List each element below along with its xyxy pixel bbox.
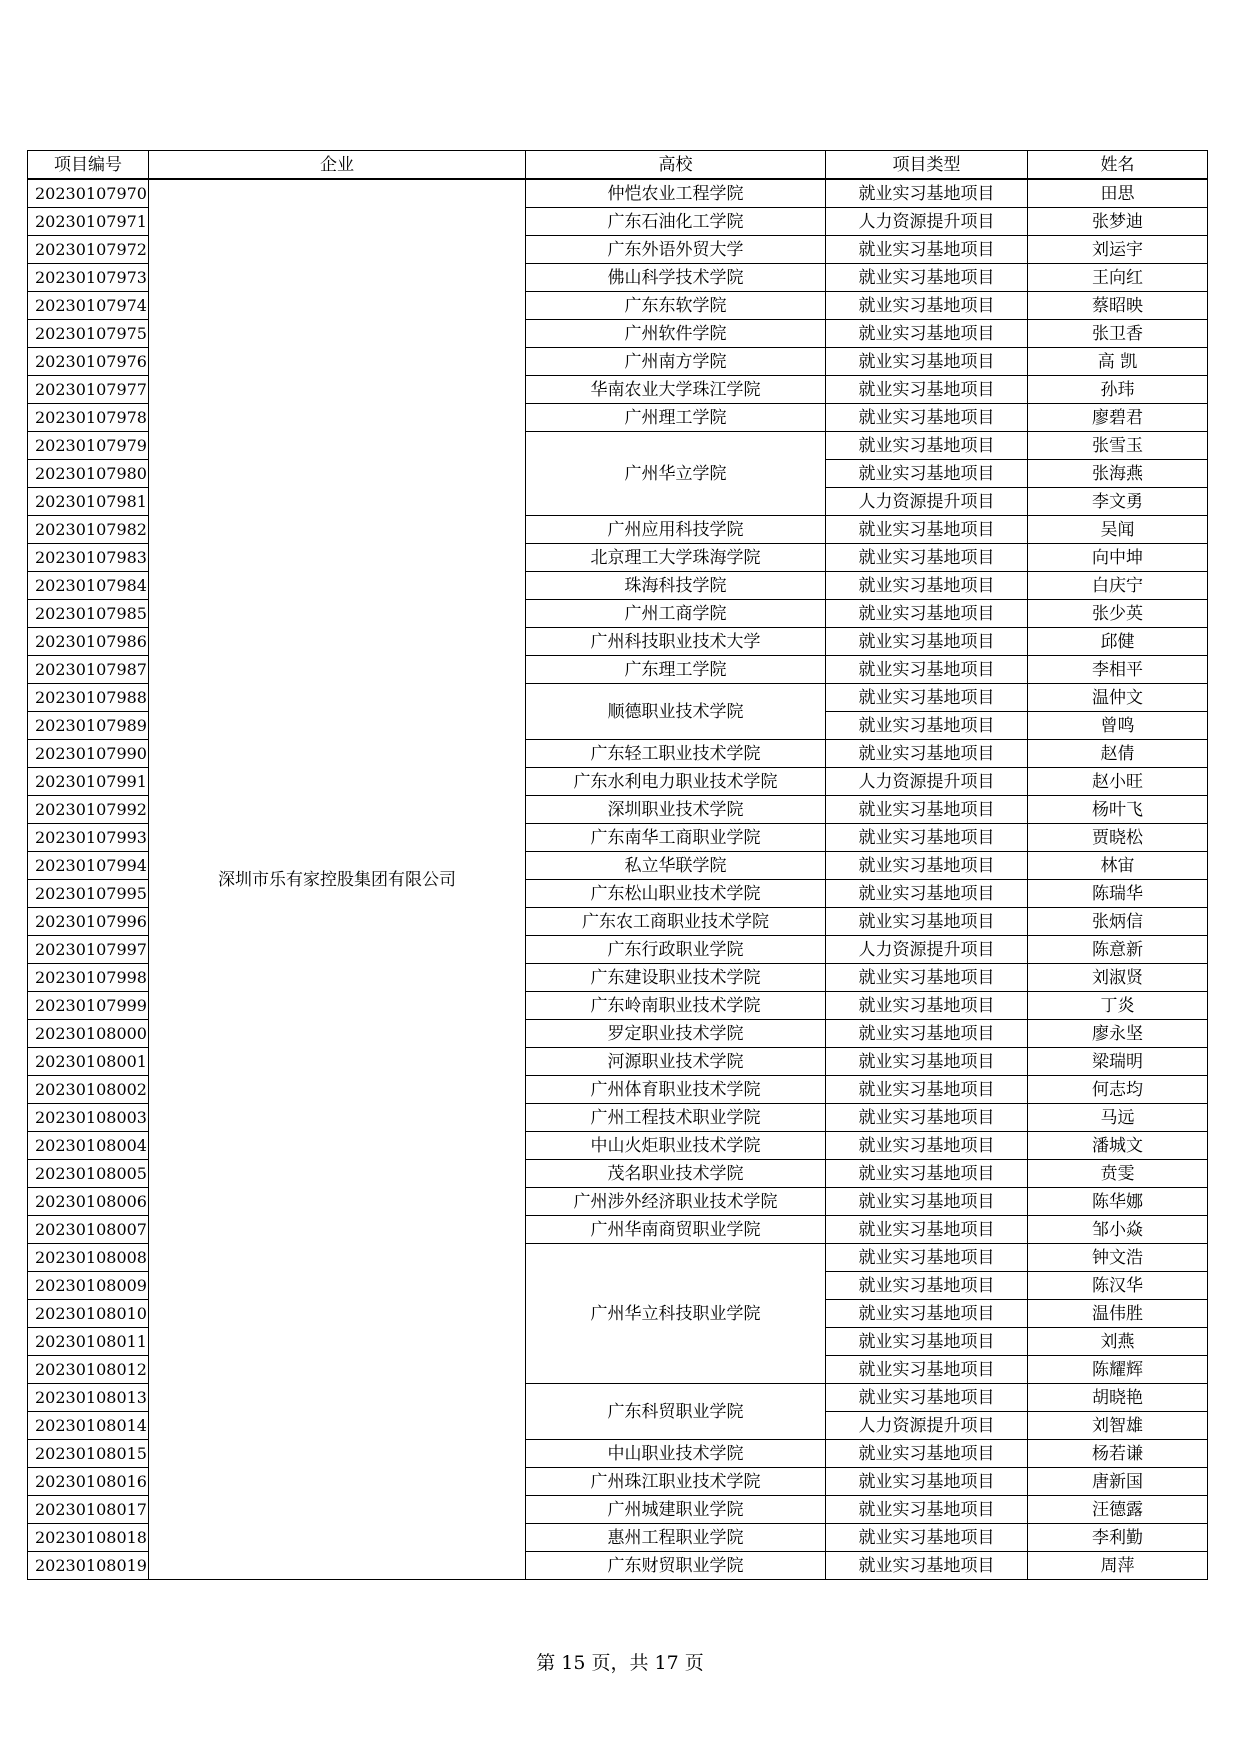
person-name-cell: 廖永坚	[1028, 1020, 1208, 1048]
project-type-cell: 就业实习基地项目	[826, 264, 1028, 292]
person-name-cell: 吴闻	[1028, 516, 1208, 544]
project-type-cell: 就业实习基地项目	[826, 460, 1028, 488]
project-type-cell: 就业实习基地项目	[826, 1244, 1028, 1272]
project-type-cell: 就业实习基地项目	[826, 404, 1028, 432]
project-code-cell: 20230108015	[28, 1440, 149, 1468]
project-type-cell: 就业实习基地项目	[826, 1272, 1028, 1300]
school-cell: 广州城建职业学院	[526, 1496, 826, 1524]
project-code-cell: 20230108014	[28, 1412, 149, 1440]
project-code-cell: 20230107999	[28, 992, 149, 1020]
person-name-cell: 蔡昭映	[1028, 292, 1208, 320]
person-name-cell: 丁炎	[1028, 992, 1208, 1020]
school-cell: 广东理工学院	[526, 656, 826, 684]
person-name-cell: 向中坤	[1028, 544, 1208, 572]
project-type-cell: 就业实习基地项目	[826, 796, 1028, 824]
table-row	[28, 179, 1208, 208]
project-type-cell: 就业实习基地项目	[826, 1048, 1028, 1076]
project-type-cell: 人力资源提升项目	[826, 936, 1028, 964]
school-cell: 广东财贸职业学院	[526, 1552, 826, 1580]
school-cell: 佛山科学技术学院	[526, 264, 826, 292]
school-cell: 广东农工商职业技术学院	[526, 908, 826, 936]
person-name-cell: 张海燕	[1028, 460, 1208, 488]
project-type-cell: 就业实习基地项目	[826, 908, 1028, 936]
project-type-cell: 就业实习基地项目	[826, 1440, 1028, 1468]
school-cell: 华南农业大学珠江学院	[526, 376, 826, 404]
person-name-cell: 马远	[1028, 1104, 1208, 1132]
school-cell: 广州华立学院	[526, 432, 826, 516]
person-name-cell: 李相平	[1028, 656, 1208, 684]
project-type-cell: 就业实习基地项目	[826, 600, 1028, 628]
school-cell: 河源职业技术学院	[526, 1048, 826, 1076]
project-type-cell: 就业实习基地项目	[826, 1496, 1028, 1524]
school-cell: 私立华联学院	[526, 852, 826, 880]
person-name-cell: 钟文浩	[1028, 1244, 1208, 1272]
person-name-cell: 潘城文	[1028, 1132, 1208, 1160]
project-type-cell: 就业实习基地项目	[826, 1300, 1028, 1328]
school-cell: 广州工商学院	[526, 600, 826, 628]
project-type-cell: 就业实习基地项目	[826, 712, 1028, 740]
school-cell: 广东外语外贸大学	[526, 236, 826, 264]
project-type-cell: 就业实习基地项目	[826, 1356, 1028, 1384]
project-code-cell: 20230107984	[28, 572, 149, 600]
school-cell: 广州华南商贸职业学院	[526, 1216, 826, 1244]
project-code-cell: 20230107991	[28, 768, 149, 796]
person-name-cell: 曾鸣	[1028, 712, 1208, 740]
project-code-cell: 20230107997	[28, 936, 149, 964]
person-name-cell: 王向红	[1028, 264, 1208, 292]
project-code-cell: 20230108005	[28, 1160, 149, 1188]
person-name-cell: 林宙	[1028, 852, 1208, 880]
project-type-cell: 就业实习基地项目	[826, 1132, 1028, 1160]
project-type-cell: 就业实习基地项目	[826, 1328, 1028, 1356]
project-type-cell: 就业实习基地项目	[826, 179, 1028, 208]
project-type-cell: 就业实习基地项目	[826, 376, 1028, 404]
person-name-cell: 陈意新	[1028, 936, 1208, 964]
project-type-cell: 就业实习基地项目	[826, 432, 1028, 460]
school-cell: 惠州工程职业学院	[526, 1524, 826, 1552]
project-code-cell: 20230107990	[28, 740, 149, 768]
school-cell: 广州应用科技学院	[526, 516, 826, 544]
person-name-cell: 刘智雄	[1028, 1412, 1208, 1440]
company-cell: 深圳市乐有家控股集团有限公司	[149, 179, 526, 1580]
school-cell: 茂名职业技术学院	[526, 1160, 826, 1188]
project-code-cell: 20230107983	[28, 544, 149, 572]
project-code-cell: 20230108009	[28, 1272, 149, 1300]
school-cell: 广东东软学院	[526, 292, 826, 320]
school-cell: 深圳职业技术学院	[526, 796, 826, 824]
project-type-cell: 就业实习基地项目	[826, 964, 1028, 992]
project-code-cell: 20230107976	[28, 348, 149, 376]
project-type-cell: 就业实习基地项目	[826, 516, 1028, 544]
project-code-cell: 20230107985	[28, 600, 149, 628]
project-code-cell: 20230107992	[28, 796, 149, 824]
person-name-cell: 陈华娜	[1028, 1188, 1208, 1216]
project-type-cell: 就业实习基地项目	[826, 740, 1028, 768]
school-cell: 仲恺农业工程学院	[526, 179, 826, 208]
project-type-cell: 就业实习基地项目	[826, 852, 1028, 880]
project-code-cell: 20230108002	[28, 1076, 149, 1104]
header-name: 姓名	[1028, 151, 1208, 180]
person-name-cell: 廖碧君	[1028, 404, 1208, 432]
project-code-cell: 20230107982	[28, 516, 149, 544]
project-type-cell: 就业实习基地项目	[826, 824, 1028, 852]
project-type-cell: 就业实习基地项目	[826, 1552, 1028, 1580]
header-row	[28, 151, 1208, 180]
school-cell: 广东轻工职业技术学院	[526, 740, 826, 768]
project-code-cell: 20230107974	[28, 292, 149, 320]
person-name-cell: 贲雯	[1028, 1160, 1208, 1188]
person-name-cell: 周萍	[1028, 1552, 1208, 1580]
person-name-cell: 赵小旺	[1028, 768, 1208, 796]
school-cell: 广州南方学院	[526, 348, 826, 376]
school-cell: 广州珠江职业技术学院	[526, 1468, 826, 1496]
page-footer: 第 15 页，共 17 页	[536, 1652, 704, 1674]
project-type-cell: 就业实习基地项目	[826, 992, 1028, 1020]
project-code-cell: 20230108003	[28, 1104, 149, 1132]
school-cell: 罗定职业技术学院	[526, 1020, 826, 1048]
person-name-cell: 田思	[1028, 179, 1208, 208]
person-name-cell: 邹小焱	[1028, 1216, 1208, 1244]
person-name-cell: 温伟胜	[1028, 1300, 1208, 1328]
project-code-cell: 20230107972	[28, 236, 149, 264]
school-cell: 广州软件学院	[526, 320, 826, 348]
project-code-cell: 20230108008	[28, 1244, 149, 1272]
project-type-cell: 就业实习基地项目	[826, 1188, 1028, 1216]
project-type-cell: 人力资源提升项目	[826, 208, 1028, 236]
project-code-cell: 20230107993	[28, 824, 149, 852]
person-name-cell: 李利勤	[1028, 1524, 1208, 1552]
table-body	[28, 179, 1208, 1580]
project-code-cell: 20230107973	[28, 264, 149, 292]
person-name-cell: 陈耀辉	[1028, 1356, 1208, 1384]
school-cell: 广州科技职业技术大学	[526, 628, 826, 656]
project-type-cell: 就业实习基地项目	[826, 236, 1028, 264]
project-table	[27, 150, 1208, 1580]
person-name-cell: 张炳信	[1028, 908, 1208, 936]
person-name-cell: 梁瑞明	[1028, 1048, 1208, 1076]
person-name-cell: 温仲文	[1028, 684, 1208, 712]
person-name-cell: 张梦迪	[1028, 208, 1208, 236]
person-name-cell: 胡晓艳	[1028, 1384, 1208, 1412]
school-cell: 广东石油化工学院	[526, 208, 826, 236]
header-school: 高校	[526, 151, 826, 180]
school-cell: 广东水利电力职业技术学院	[526, 768, 826, 796]
school-cell: 广州理工学院	[526, 404, 826, 432]
project-type-cell: 就业实习基地项目	[826, 1524, 1028, 1552]
school-cell: 广东科贸职业学院	[526, 1384, 826, 1440]
project-type-cell: 就业实习基地项目	[826, 348, 1028, 376]
header-project-code: 项目编号	[28, 151, 149, 180]
project-code-cell: 20230108000	[28, 1020, 149, 1048]
project-code-cell: 20230107988	[28, 684, 149, 712]
school-cell: 广州涉外经济职业技术学院	[526, 1188, 826, 1216]
project-code-cell: 20230108010	[28, 1300, 149, 1328]
project-code-cell: 20230107987	[28, 656, 149, 684]
project-code-cell: 20230107989	[28, 712, 149, 740]
school-cell: 顺德职业技术学院	[526, 684, 826, 740]
project-type-cell: 人力资源提升项目	[826, 768, 1028, 796]
project-type-cell: 就业实习基地项目	[826, 656, 1028, 684]
project-type-cell: 人力资源提升项目	[826, 1412, 1028, 1440]
project-type-cell: 就业实习基地项目	[826, 628, 1028, 656]
project-code-cell: 20230107970	[28, 179, 149, 208]
project-code-cell: 20230107978	[28, 404, 149, 432]
person-name-cell: 何志均	[1028, 1076, 1208, 1104]
project-code-cell: 20230108013	[28, 1384, 149, 1412]
project-code-cell: 20230108011	[28, 1328, 149, 1356]
person-name-cell: 汪德露	[1028, 1496, 1208, 1524]
project-code-cell: 20230107979	[28, 432, 149, 460]
project-code-cell: 20230107995	[28, 880, 149, 908]
project-type-cell: 就业实习基地项目	[826, 1468, 1028, 1496]
header-project-type: 项目类型	[826, 151, 1028, 180]
project-code-cell: 20230108007	[28, 1216, 149, 1244]
person-name-cell: 刘运宇	[1028, 236, 1208, 264]
project-code-cell: 20230107996	[28, 908, 149, 936]
project-code-cell: 20230107986	[28, 628, 149, 656]
project-type-cell: 就业实习基地项目	[826, 544, 1028, 572]
project-code-cell: 20230108006	[28, 1188, 149, 1216]
school-cell: 广东建设职业技术学院	[526, 964, 826, 992]
project-code-cell: 20230108018	[28, 1524, 149, 1552]
project-code-cell: 20230108012	[28, 1356, 149, 1384]
project-type-cell: 就业实习基地项目	[826, 1384, 1028, 1412]
school-cell: 广东松山职业技术学院	[526, 880, 826, 908]
project-code-cell: 20230107980	[28, 460, 149, 488]
school-cell: 广东岭南职业技术学院	[526, 992, 826, 1020]
school-cell: 广州华立科技职业学院	[526, 1244, 826, 1384]
project-code-cell: 20230108016	[28, 1468, 149, 1496]
project-code-cell: 20230108001	[28, 1048, 149, 1076]
person-name-cell: 刘淑贤	[1028, 964, 1208, 992]
school-cell: 中山职业技术学院	[526, 1440, 826, 1468]
school-cell: 广州工程技术职业学院	[526, 1104, 826, 1132]
person-name-cell: 邱健	[1028, 628, 1208, 656]
project-type-cell: 就业实习基地项目	[826, 1020, 1028, 1048]
project-type-cell: 就业实习基地项目	[826, 320, 1028, 348]
person-name-cell: 杨叶飞	[1028, 796, 1208, 824]
person-name-cell: 刘燕	[1028, 1328, 1208, 1356]
person-name-cell: 唐新国	[1028, 1468, 1208, 1496]
project-code-cell: 20230107975	[28, 320, 149, 348]
school-cell: 珠海科技学院	[526, 572, 826, 600]
project-type-cell: 就业实习基地项目	[826, 572, 1028, 600]
header-company: 企业	[149, 151, 526, 180]
person-name-cell: 贾晓松	[1028, 824, 1208, 852]
person-name-cell: 张雪玉	[1028, 432, 1208, 460]
project-type-cell: 就业实习基地项目	[826, 880, 1028, 908]
project-code-cell: 20230107994	[28, 852, 149, 880]
person-name-cell: 陈瑞华	[1028, 880, 1208, 908]
project-code-cell: 20230108019	[28, 1552, 149, 1580]
person-name-cell: 陈汉华	[1028, 1272, 1208, 1300]
project-type-cell: 就业实习基地项目	[826, 1216, 1028, 1244]
person-name-cell: 李文勇	[1028, 488, 1208, 516]
project-type-cell: 就业实习基地项目	[826, 292, 1028, 320]
person-name-cell: 高 凯	[1028, 348, 1208, 376]
project-type-cell: 人力资源提升项目	[826, 488, 1028, 516]
school-cell: 中山火炬职业技术学院	[526, 1132, 826, 1160]
person-name-cell: 杨若谦	[1028, 1440, 1208, 1468]
project-code-cell: 20230107977	[28, 376, 149, 404]
school-cell: 北京理工大学珠海学院	[526, 544, 826, 572]
project-type-cell: 就业实习基地项目	[826, 1160, 1028, 1188]
school-cell: 广州体育职业技术学院	[526, 1076, 826, 1104]
project-code-cell: 20230108004	[28, 1132, 149, 1160]
school-cell: 广东南华工商职业学院	[526, 824, 826, 852]
person-name-cell: 赵倩	[1028, 740, 1208, 768]
person-name-cell: 孙玮	[1028, 376, 1208, 404]
person-name-cell: 白庆宁	[1028, 572, 1208, 600]
project-type-cell: 就业实习基地项目	[826, 1076, 1028, 1104]
person-name-cell: 张少英	[1028, 600, 1208, 628]
project-type-cell: 就业实习基地项目	[826, 1104, 1028, 1132]
person-name-cell: 张卫香	[1028, 320, 1208, 348]
project-code-cell: 20230107981	[28, 488, 149, 516]
school-cell: 广东行政职业学院	[526, 936, 826, 964]
project-code-cell: 20230107998	[28, 964, 149, 992]
project-code-cell: 20230108017	[28, 1496, 149, 1524]
project-code-cell: 20230107971	[28, 208, 149, 236]
project-type-cell: 就业实习基地项目	[826, 684, 1028, 712]
